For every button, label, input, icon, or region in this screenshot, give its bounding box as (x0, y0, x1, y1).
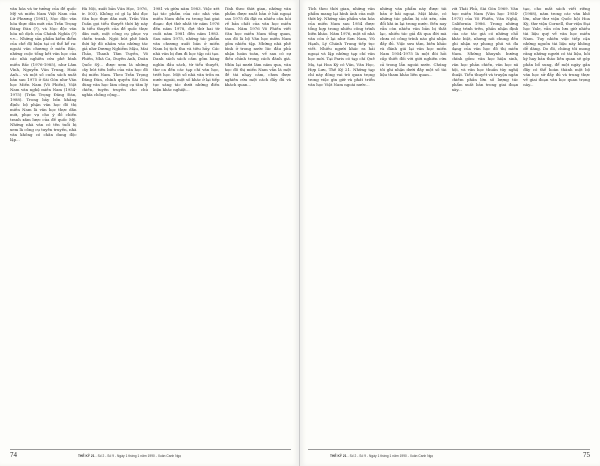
column-text: Tính theo thời gian, những văn phẩm được xuất bản ở hải ngoại sau 1975 đã đặt ra nhiều câu hỏi về bản chất của văn học miền Nam. Năm 1976 Võ Phiến viết Văn học miền Nam tổng quan, sau đó là bộ Văn học miền Nam gồm nhiều tập. Những nhà phê bình ở trong nước lúc đầu phủ nhận hoàn toàn, về sau có sự điều chỉnh trong cách đánh giá. Nhìn lại mười lăm năm qua, văn học đô thị miền Nam vẫn là một đề tài nhạy cảm, chưa được nghiên cứu một cách đầy đủ và khách quan... (224, 6, 291, 87)
column-text: những văn phẩm này được tái bản ở hải ngoại. Mặt khác, có những tác phẩm bị cắt xén, sửa đổi khi in lại trong nước. Đến nay vẫn còn nhiều văn bản bị thất lạc, nhiều tác giả đã qua đời mà chưa có công trình nào ghi nhận đầy đủ. Việc sưu tầm, biên khảo và đánh giá lại văn học miền Nam 1954-1975 là một đòi hỏi cấp thiết đối với giới nghiên cứu cả trong lẫn ngoài nước. Chúng tôi ghi nhận dưới đây một số tài liệu tham khảo liên quan... (379, 6, 447, 77)
text-column (153, 6, 220, 438)
page-number: 75 (583, 451, 590, 459)
text-columns (308, 6, 590, 438)
text-column (380, 6, 447, 438)
footer-issue: - Số 2 - Số 9 - Ngày 1 tháng 1 năm 1990 - Xuân Canh Ngọ (347, 454, 434, 458)
footer-journal: THẾ KỶ 21 (78, 454, 95, 458)
column-text: 1981 và giữa năm 1983. Việc xét lại tác phẩm của các nhà văn miền Nam diễn ra trong hai giai đoạn: đợt thứ nhất từ năm 1976 đến năm 1978, đợt thứ hai từ cuối năm 1981 đến năm 1983. Sau năm 1975, những tác phẩm văn chương xuất bản ở miền Nam bị tịch thu và tiêu hủy. Các nhà văn bị đưa đi học tập cải tạo. Danh sách sách cấm gồm hàng nghìn đầu sách, từ tiểu thuyết, thơ ca đến các tạp chí văn học, triết học. Một số nhà văn trốn ra nước ngoài, một số khác ở lại tiếp tục sáng tác dưới những điều kiện khắc nghiệt... (153, 6, 220, 92)
right-page (300, 0, 600, 466)
text-column (452, 6, 519, 438)
footer-journal: THẾ KỶ 21 (330, 454, 347, 458)
footer-rule (10, 449, 291, 450)
page-footer (78, 454, 181, 458)
text-column (10, 6, 77, 438)
column-text: Hà Nội, xuất bản Văn Học, 1976, tr. 503). Không có gì lạ khi đọc Văn học thực dân mới, Trần Văn Tuấn gọi tiểu thuyết thời kỳ này là tiểu thuyết của đế quốc thực dân mới, một công cụ phục vụ chiến tranh. Ngòi bút phê bình thời kỳ đó nhắm vào những tác giả như Dương Nghiễm Mậu, Mai Thảo, Thanh Tâm Tuyền, Võ Phiến, Nhã Ca, Duyên Anh, Doãn Quốc Sỹ... được xem là những cây bút tiêu biểu của văn học đô thị miền Nam. Theo Trần Trọng Đăng Đàn, chính quyền Sài Gòn dùng văn học làm công cụ tâm lý chiến, tuyên truyền cho chủ nghĩa chống cộng... (81, 6, 148, 97)
column-text: Tích theo thời gian, những văn phẩm mang lại hình ảnh của một thời kỳ. Những sản phẩm văn hóa của miền Nam sau 1954 được tổng hợp trong nhiều công trình biên khảo. Năm 1976, một số nhà văn còn ở lại như Sơn Nam, Vũ Hạnh, Lý Chánh Trung tiếp tục viết. Nhiều người khác ra hải ngoại và lập những tạp chí văn học mới. Tại Paris có tạp chí Quê Mẹ, tại Hoa Kỳ có Văn, Văn Học, Hợp Lưu, Thế Kỷ 21. Những tạp chí này đóng vai trò quan trọng trong việc gìn giữ và phát triển văn học Việt Nam ngoài nước... (308, 6, 375, 87)
text-column (82, 6, 149, 438)
text-column (225, 6, 292, 438)
page-number: 74 (10, 451, 17, 459)
text-column (523, 6, 590, 438)
footer-issue: - Số 2 - Số 9 - Ngày 1 tháng 1 năm 1990 - Xuân Canh Ngọ (95, 454, 182, 458)
text-columns (10, 6, 291, 438)
column-text: văn hóa và tư tưởng của đế quốc Mỹ và miền Nam Việt Nam của Lữ Phương (1981), Nọc độc văn hóa thực dân mới của Trần Trọng Đăng Đàn (?), và Nọc độc văn hóa nô dịch của Chánh Nghĩa (?) v.v... Những sản phẩm kiểm điểm của chế độ hiện tại có thể kể ra: ngoài văn chương ở miền Bắc, những cuộc tổng kết văn học của các nhà nghiên cứu phê bình miền Bắc (1976-1985), như Lâm Vĩnh, Nguyễn Văn Trung, Hoài Anh... và một số cuốn sách xuất bản sau 1975 ở Sài Gòn như Văn học Miền Nam (Võ Phiến), Việt Nam văn nghệ miền Nam (1954-1975) (Trần Trọng Đăng Đàn, 1988). Trong bảy bốn khẳng định: bộ phận văn học đô thị miền Nam là văn học thực dân mới, phục vụ cho ý đồ chiến tranh xâm lược của đế quốc Mỹ. Những nhà văn có tên tuổi bị xem là công cụ tuyên truyền, nhà văn không có chân dung độc lập... (10, 6, 77, 143)
column-text: tạo, cho mất sách viết riêng (1988), năm trong các văn khố lớn, như thư viện Quốc hội Hoa Kỳ, thư viện Cornell, thư viện Đại học Yale, vẫn còn lưu giữ nhiều tài liệu quý về văn học miền Nam. Tuy nhiên việc tiếp cận những nguồn tài liệu này không dễ dàng. Do đó, chúng tôi mong rằng những người có tài liệu, hồi ký hay bản thảo liên quan sẽ góp phần bổ sung, để một ngày gần đây có thể hoàn thành một bộ văn học sử đầy đủ và trung thực về giai đoạn văn học quan trọng này... (523, 6, 590, 87)
text-column (308, 6, 375, 438)
footer-rule (308, 449, 590, 450)
column-text: với Thái Phủ, Sài Gòn 1969. Văn học miền Nam (Văn học 1954-1975) của Võ Phiến, Văn Nghệ, California 1986. Trong những công trình trên, phần nhận định của các tác giả có những chỗ khác biệt, nhưng nói chung đều ghi nhận sự phong phú và đa dạng của văn học đô thị miền Nam. Những khuynh hướng chính gồm: văn học hiện sinh, văn học phản chiến, văn học xã hội, và văn học thuần túy nghệ thuật. Tiểu thuyết và truyện ngắn chiếm phần lớn số lượng tác phẩm xuất bản trong giai đoạn này... (451, 6, 519, 92)
page-footer (330, 454, 433, 458)
